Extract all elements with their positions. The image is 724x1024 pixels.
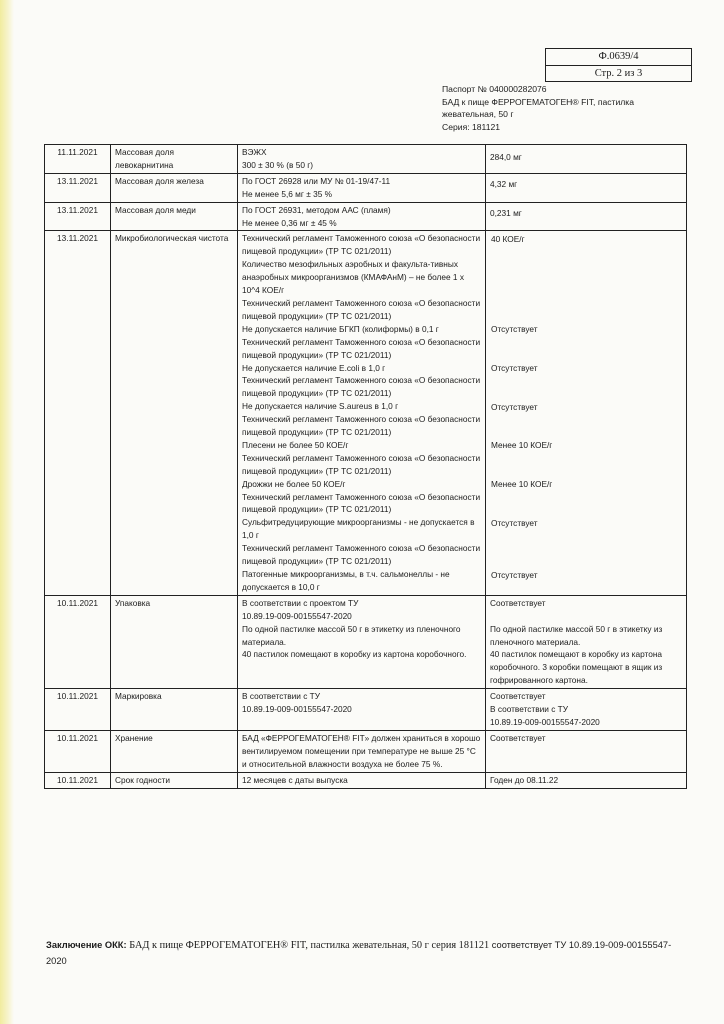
micro-regulation: Технический регламент Таможенного союза «О безопасности пищевой продукции» (ТР ТС 021/2011) — [242, 543, 481, 567]
row-result: Соответствует По одной пастилке массой 50 г в этикетку из пленочного материала. 40 пастилок помещают в коробку из картона коробочного. 3 коробки помещают в ящик из гофрированного картона. — [486, 595, 687, 688]
row-indicator: Массовая доля железа — [111, 173, 238, 202]
micro-result: Отсутствует — [491, 401, 538, 412]
micro-result: Отсутствует — [491, 517, 538, 528]
micro-requirement-text: Количество мезофильных аэробных и факульта-тивных анаэробных микроорганизмов (КМАФАнМ) – не более 1 x 10^4 КОЕ/г — [242, 259, 464, 296]
row-date: 10.11.2021 — [45, 730, 111, 772]
row-indicator: Массовая доля левокарнитина — [111, 145, 238, 174]
conclusion-product: БАД к пище ФЕРРОГЕМАТОГЕН® FIT, пастилка жевательная, 50 г серия 181121 — [129, 940, 490, 951]
micro-result: Отсутствует — [491, 363, 538, 373]
micro-requirement — [242, 542, 481, 594]
row-date: 11.11.2021 — [45, 145, 111, 174]
micro-requirement-text: Не допускается наличие БГКП (колиформы) в 0,1 г — [242, 323, 439, 334]
micro-result: Отсутствует — [491, 324, 538, 335]
series-line: Серия: 181121 — [442, 121, 501, 132]
micro-regulation: Технический регламент Таможенного союза «О безопасности пищевой продукции» (ТР ТС 021/2011) — [242, 297, 481, 321]
row-result: Соответствует — [486, 730, 687, 772]
micro-regulation: Технический регламент Таможенного союза «О безопасности пищевой продукции» (ТР ТС 021/2011) — [242, 233, 481, 257]
table-row-microbiology — [45, 231, 687, 595]
micro-requirement — [242, 336, 481, 375]
table-row — [45, 173, 687, 202]
row-result: Соответствует В соответствии с ТУ 10.89.19-009-00155547-2020 — [486, 689, 687, 731]
scan-edge — [0, 0, 14, 1024]
row-indicator: Микробиологическая чистота — [111, 231, 238, 595]
row-date: 10.11.2021 — [45, 595, 111, 688]
micro-result: Отсутствует — [491, 569, 538, 580]
row-method — [238, 231, 486, 595]
row-date: 13.11.2021 — [45, 202, 111, 231]
row-method: 12 месяцев с даты выпуска — [238, 772, 486, 788]
passport-number: Паспорт № 040000282076 — [442, 84, 547, 94]
row-date: 13.11.2021 — [45, 231, 111, 595]
row-method: В соответствии с проектом ТУ 10.89.19-009-00155547-2020 По одной пастилке массой 50 г в этикетку из пленочного материала. 40 пастилок помещают в коробку из картона коробочного. — [238, 595, 486, 688]
row-result: 4,32 мг — [486, 173, 687, 202]
micro-result: 40 КОЕ/г — [491, 233, 525, 244]
micro-regulation: Технический регламент Таможенного союза «О безопасности пищевой продукции» (ТР ТС 021/2011) — [242, 375, 481, 399]
row-indicator: Массовая доля меди — [111, 202, 238, 231]
table-row — [45, 595, 687, 688]
micro-requirement — [242, 374, 481, 413]
micro-requirement — [242, 413, 481, 452]
micro-requirement-text: Не допускается наличие E.coli в 1,0 г — [242, 362, 386, 373]
row-method: По ГОСТ 26931, методом ААС (пламя) Не менее 0,36 мг ± 45 % — [238, 202, 486, 231]
row-indicator: Срок годности — [111, 772, 238, 788]
micro-result: Менее 10 КОЕ/г — [491, 479, 553, 490]
table-row — [45, 689, 687, 731]
form-code-box — [545, 48, 692, 82]
row-indicator: Упаковка — [111, 595, 238, 688]
row-method: В соответствии с ТУ 10.89.19-009-00155547-2020 — [238, 689, 486, 731]
form-code: Ф.0639/4 — [598, 51, 639, 62]
micro-requirement-text: Сульфитредуцирующие микроорганизмы - не допускается в 1,0 г — [242, 517, 475, 541]
micro-requirement-text: Патогенные микроорганизмы, в т.ч. сальмонеллы - не допускается в 10,0 г — [242, 569, 450, 592]
row-date: 13.11.2021 — [45, 173, 111, 202]
micro-regulation: Технический регламент Таможенного союза «О безопасности пищевой продукции» (ТР ТС 021/2011) — [242, 491, 481, 515]
row-method: БАД «ФЕРРОГЕМАТОГЕН® FIT» должен храниться в хорошо вентилируемом помещении при температуре не выше 25 °С и относительной влажности воздуха не более 75 %. — [238, 730, 486, 772]
row-method: По ГОСТ 26928 или МУ № 01-19/47-11 Не менее 5,6 мг ± 35 % — [238, 173, 486, 202]
micro-regulation: Технический регламент Таможенного союза «О безопасности пищевой продукции» (ТР ТС 021/2011) — [242, 336, 481, 360]
row-result: 284,0 мг — [486, 145, 687, 174]
micro-regulation: Технический регламент Таможенного союза «О безопасности пищевой продукции» (ТР ТС 021/2011) — [242, 414, 481, 438]
micro-requirement — [242, 491, 481, 543]
table-row — [45, 145, 687, 174]
micro-result: Менее 10 КОЕ/г — [491, 440, 553, 451]
conclusion-label: Заключение ОКК: — [46, 940, 127, 950]
micro-requirement-text: Плесени не более 50 КОЕ/г — [242, 439, 349, 450]
conclusion — [46, 938, 676, 968]
micro-requirement — [242, 232, 481, 297]
test-results-table — [44, 144, 687, 789]
micro-results — [486, 231, 687, 595]
product-line-1: БАД к пище ФЕРРОГЕМАТОГЕН® FIT, пастилка — [442, 96, 635, 107]
micro-requirement-text: Не допускается наличие S.aureus в 1,0 г — [242, 401, 399, 412]
page-label: Стр. 2 из 3 — [546, 65, 691, 82]
table-row — [45, 730, 687, 772]
row-indicator: Маркировка — [111, 689, 238, 731]
table-row — [45, 202, 687, 231]
micro-regulation: Технический регламент Таможенного союза «О безопасности пищевой продукции» (ТР ТС 021/2011) — [242, 452, 481, 476]
row-result: 0,231 мг — [486, 202, 687, 231]
product-line-2: жевательная, 50 г — [442, 109, 514, 120]
passport-header — [442, 83, 634, 133]
micro-requirement — [242, 297, 481, 336]
row-indicator: Хранение — [111, 730, 238, 772]
micro-requirement — [242, 452, 481, 491]
row-result: Годен до 08.11.22 — [486, 772, 687, 788]
row-date: 10.11.2021 — [45, 689, 111, 731]
micro-requirement-text: Дрожжи не более 50 КОЕ/г — [242, 478, 346, 489]
row-date: 10.11.2021 — [45, 772, 111, 788]
conclusion-text: соответствует ТУ 10.89.19-009-00155547-2020 — [46, 940, 672, 966]
table-row — [45, 772, 687, 788]
row-method: ВЭЖХ 300 ± 30 % (в 50 г) — [238, 145, 486, 174]
